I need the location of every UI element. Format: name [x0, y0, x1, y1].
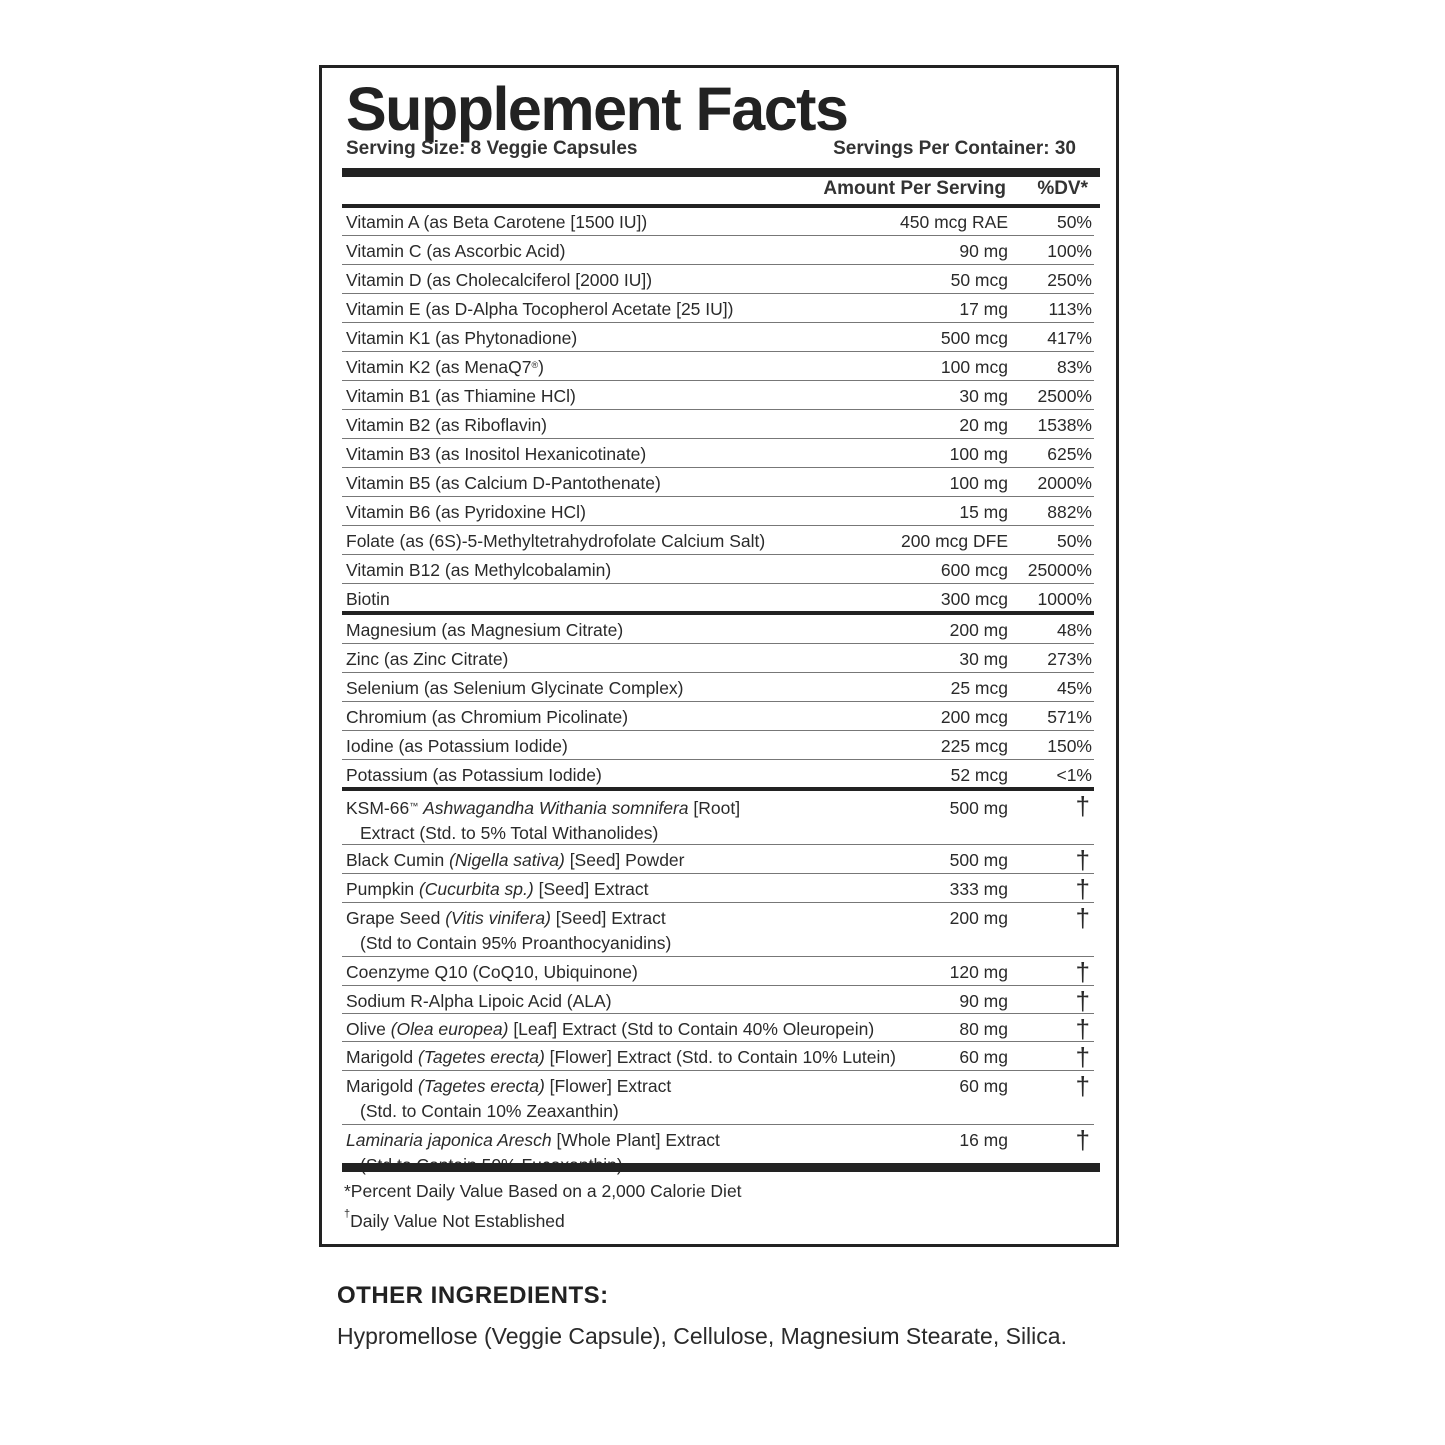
nutrient-amount: 30 mg: [959, 649, 1008, 669]
dagger-icon: †: [1075, 845, 1090, 875]
table-row: [342, 265, 1094, 294]
nutrient-dv: 625%: [1047, 444, 1092, 464]
nutrient-name: Vitamin B2 (as Riboflavin): [346, 415, 548, 435]
nutrient-dv: 571%: [1047, 707, 1092, 727]
table-row: [342, 673, 1094, 702]
nutrient-name: Black Cumin (Nigella sativa) [Seed] Powder: [346, 850, 685, 870]
table-row: [342, 986, 1094, 1014]
nutrient-name: Vitamin B5 (as Calcium D-Pantothenate): [346, 473, 661, 493]
nutrient-dv: <1%: [1056, 765, 1092, 785]
nutrient-name: Vitamin D (as Cholecalciferol [2000 IU]): [346, 270, 653, 290]
table-row: [342, 957, 1094, 986]
table-row: [342, 236, 1094, 265]
nutrient-dv: 150%: [1047, 736, 1092, 756]
trademark-mark: ™: [409, 801, 419, 811]
dagger-icon: †: [1075, 1125, 1090, 1155]
nutrient-amount: 52 mcg: [950, 765, 1008, 785]
nutrient-amount: 450 mcg RAE: [900, 212, 1008, 232]
nutrient-amount: 100 mcg: [940, 357, 1008, 377]
table-row: [342, 644, 1094, 673]
nutrient-amount: 225 mcg: [940, 736, 1008, 756]
nutrient-amount: 300 mcg: [940, 589, 1008, 609]
nutrient-name: Marigold (Tagetes erecta) [Flower] Extract (Std. to Contain 10% Lutein): [346, 1047, 896, 1067]
nutrient-name: Folate (as (6S)-5-Methyltetrahydrofolate Calcium Salt): [346, 531, 766, 551]
nutrient-amount: 500 mcg: [940, 328, 1008, 348]
table-row: [342, 497, 1094, 526]
nutrient-name: Marigold (Tagetes erecta) [Flower] Extract (Std. to Contain 10% Zeaxanthin): [346, 1076, 672, 1121]
table-row: [342, 323, 1094, 352]
table-row: [342, 294, 1094, 323]
nutrient-amount: 50 mcg: [950, 270, 1008, 290]
registered-mark: ®: [531, 360, 539, 370]
table-row: [342, 903, 1094, 957]
dagger-icon: †: [1075, 986, 1090, 1016]
dagger-footnote: †Daily Value Not Established: [344, 1208, 565, 1231]
nutrient-name: Potassium (as Potassium Iodide): [346, 765, 602, 785]
nutrient-name: Vitamin B12 (as Methylcobalamin): [346, 560, 612, 580]
nutrient-name: Selenium (as Selenium Glycinate Complex): [346, 678, 684, 698]
nutrient-amount: 100 mg: [949, 473, 1008, 493]
nutrient-table: [342, 207, 1094, 1179]
nutrient-dv: 25000%: [1027, 560, 1092, 580]
dagger-icon: †: [1075, 874, 1090, 904]
nutrient-name: Chromium (as Chromium Picolinate): [346, 707, 629, 727]
nutrient-name: Biotin: [346, 589, 390, 609]
table-row: [342, 615, 1094, 644]
nutrient-name: Vitamin B3 (as Inositol Hexanicotinate): [346, 444, 647, 464]
table-row: [342, 1071, 1094, 1125]
nutrient-dv: 45%: [1056, 678, 1092, 698]
amount-column-header: Amount Per Serving: [823, 178, 1006, 199]
nutrient-dv: 273%: [1047, 649, 1092, 669]
nutrient-name: Iodine (as Potassium Iodide): [346, 736, 568, 756]
nutrient-name: Laminaria japonica Aresch [Whole Plant] Extract: [346, 1130, 720, 1150]
nutrient-amount: 17 mg: [959, 299, 1008, 319]
dagger-icon: †: [1075, 957, 1090, 987]
nutrient-name: Vitamin B1 (as Thiamine HCl): [346, 386, 576, 406]
nutrient-dv: 417%: [1047, 328, 1092, 348]
nutrient-amount: 60 mg: [959, 1047, 1008, 1067]
supplement-facts-panel: [319, 65, 1119, 1247]
nutrient-amount: 100 mg: [949, 444, 1008, 464]
nutrient-dv: 1538%: [1037, 415, 1092, 435]
nutrient-name: Zinc (as Zinc Citrate): [346, 649, 509, 669]
nutrient-amount: 25 mcg: [950, 678, 1008, 698]
serving-size: Serving Size: 8 Veggie Capsules: [346, 138, 638, 159]
nutrient-dv: 2000%: [1037, 473, 1092, 493]
table-row: [342, 1014, 1094, 1042]
nutrient-amount: 16 mg: [959, 1130, 1008, 1150]
nutrient-amount: 90 mg: [959, 241, 1008, 261]
servings-per-container: Servings Per Container: 30: [833, 138, 1076, 159]
nutrient-amount: 120 mg: [949, 962, 1008, 982]
table-row: [342, 207, 1094, 236]
nutrient-name: Vitamin E (as D-Alpha Tocopherol Acetate [25 IU]): [346, 299, 734, 319]
table-row: [342, 1042, 1094, 1071]
nutrient-dv: 50%: [1056, 212, 1092, 232]
table-row: [342, 702, 1094, 731]
nutrient-amount: 500 mg: [949, 798, 1008, 818]
nutrient-name: Vitamin C (as Ascorbic Acid): [346, 241, 566, 261]
nutrient-name: Pumpkin (Cucurbita sp.) [Seed] Extract: [346, 879, 649, 899]
nutrient-dv: 1000%: [1037, 589, 1092, 609]
nutrient-name: Vitamin A (as Beta Carotene [1500 IU]): [346, 212, 648, 232]
nutrient-dv: 250%: [1047, 270, 1092, 290]
nutrient-name: Vitamin B6 (as Pyridoxine HCl): [346, 502, 586, 522]
dagger-icon: †: [1075, 791, 1090, 821]
table-row: [342, 731, 1094, 760]
nutrient-amount: 333 mg: [949, 879, 1008, 899]
nutrient-name: Grape Seed (Vitis vinifera) [Seed] Extract (Std to Contain 95% Proanthocyanidins): [346, 908, 672, 953]
table-row: [342, 352, 1094, 381]
nutrient-amount: 200 mg: [949, 908, 1008, 928]
table-row: [342, 584, 1094, 615]
table-row: [342, 439, 1094, 468]
table-row: [342, 526, 1094, 555]
nutrient-dv: 113%: [1048, 299, 1092, 319]
nutrient-amount: 200 mcg DFE: [901, 531, 1008, 551]
dv-column-header: %DV*: [1037, 178, 1088, 199]
nutrient-name: Vitamin K2 (as MenaQ7®): [346, 357, 544, 377]
nutrient-amount: 500 mg: [949, 850, 1008, 870]
nutrient-dv: 2500%: [1037, 386, 1092, 406]
bottom-divider-bar: [342, 1163, 1100, 1172]
nutrient-dv: 100%: [1047, 241, 1092, 261]
nutrient-name: Olive (Olea europea) [Leaf] Extract (Std to Contain 40% Oleuropein): [346, 1019, 875, 1039]
table-row: [342, 555, 1094, 584]
nutrient-amount: 80 mg: [959, 1019, 1008, 1039]
table-row: [342, 791, 1094, 845]
dagger-icon: †: [1075, 1014, 1090, 1044]
nutrient-amount: 15 mg: [959, 502, 1008, 522]
table-row: [342, 845, 1094, 874]
dv-footnote: *Percent Daily Value Based on a 2,000 Calorie Diet: [344, 1181, 742, 1201]
panel-title: Supplement Facts: [346, 75, 848, 143]
dagger-icon: †: [1075, 1042, 1090, 1072]
nutrient-dv: 50%: [1056, 531, 1092, 551]
nutrient-name: Coenzyme Q10 (CoQ10, Ubiquinone): [346, 962, 638, 982]
nutrient-dv: 882%: [1047, 502, 1092, 522]
dagger-icon: †: [1075, 903, 1090, 933]
table-row: [342, 410, 1094, 439]
nutrient-amount: 30 mg: [959, 386, 1008, 406]
table-row: [342, 760, 1094, 791]
nutrient-name: Sodium R-Alpha Lipoic Acid (ALA): [346, 991, 612, 1011]
nutrient-amount: 20 mg: [959, 415, 1008, 435]
nutrient-name: Magnesium (as Magnesium Citrate): [346, 620, 624, 640]
nutrient-amount: 90 mg: [959, 991, 1008, 1011]
nutrient-dv: 83%: [1056, 357, 1092, 377]
nutrient-amount: 60 mg: [959, 1076, 1008, 1096]
nutrient-amount: 200 mg: [949, 620, 1008, 640]
other-ingredients-text: Hypromellose (Veggie Capsule), Cellulose, Magnesium Stearate, Silica.: [337, 1323, 1067, 1349]
top-divider-bar: [342, 168, 1100, 177]
table-row: [342, 874, 1094, 903]
table-row: [342, 381, 1094, 410]
nutrient-name: KSM-66™ Ashwagandha Withania somnifera [Root] Extract (Std. to 5% Total Withanolides): [346, 798, 741, 843]
dagger-icon: †: [344, 1208, 351, 1221]
table-row: [342, 468, 1094, 497]
dagger-icon: †: [1075, 1071, 1090, 1101]
other-ingredients-heading: OTHER INGREDIENTS:: [337, 1282, 609, 1309]
nutrient-dv: 48%: [1056, 620, 1092, 640]
nutrient-amount: 600 mcg: [940, 560, 1008, 580]
nutrient-name: Vitamin K1 (as Phytonadione): [346, 328, 578, 348]
nutrient-amount: 200 mcg: [940, 707, 1008, 727]
